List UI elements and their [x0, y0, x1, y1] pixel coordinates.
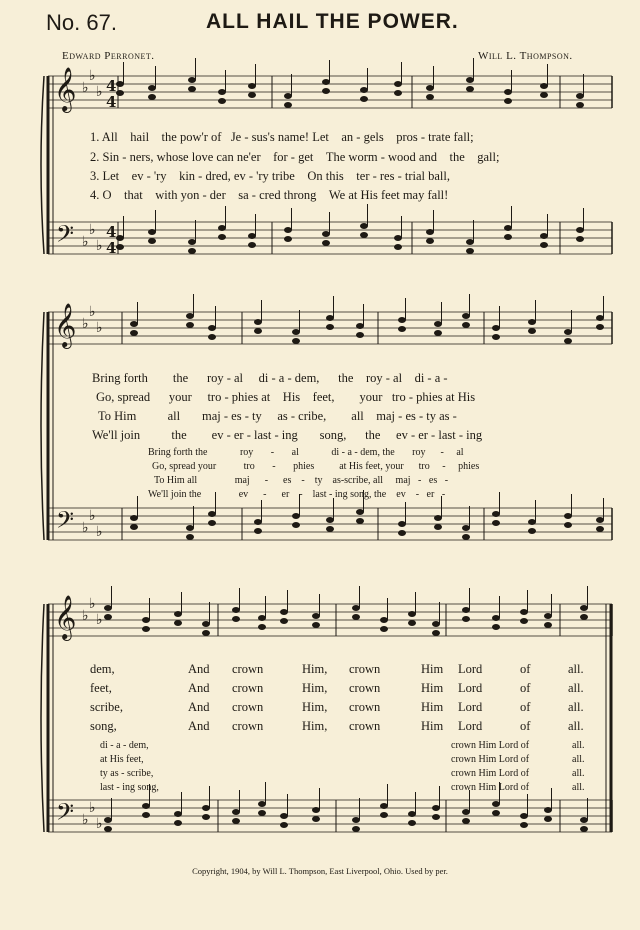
- note-head: [208, 520, 216, 526]
- flat-icon: ♭: [96, 524, 103, 540]
- note-head: [462, 607, 470, 613]
- note-head: [492, 810, 500, 816]
- note-head: [232, 607, 240, 613]
- note-head: [280, 609, 288, 615]
- note-head: [292, 338, 300, 344]
- note-head: [254, 528, 262, 534]
- note-head: [576, 102, 584, 108]
- note-head: [248, 83, 256, 89]
- note-head: [130, 330, 138, 336]
- note-head: [326, 315, 334, 321]
- note-head: [104, 826, 112, 832]
- note-head: [284, 227, 292, 233]
- refrain-small-2: Go, spread your tro - phies at His feet, your tro - phies: [152, 461, 480, 472]
- treble-clef-icon: 𝄞: [54, 595, 77, 639]
- time-signature-bottom: 4: [106, 239, 117, 257]
- refrain-small-1: Bring forth the roy - al di - a - dem, the roy - al: [148, 447, 464, 458]
- verse-line-3: 3. Let ev - 'ry kin - dred, ev - 'ry tribe On this ter - res - trial ball,: [90, 169, 451, 183]
- ending-small-word: all.: [572, 754, 585, 765]
- ending-word: all.: [568, 662, 584, 676]
- verse-line-4: 4. O that with yon - der sa - cred throng We at His feet may fall!: [90, 188, 449, 202]
- ending-word: scribe,: [90, 700, 123, 714]
- flat-icon: ♭: [82, 608, 89, 624]
- ending-word: of: [520, 662, 531, 676]
- note-head: [580, 817, 588, 823]
- note-head: [596, 526, 604, 532]
- note-head: [208, 511, 216, 517]
- note-head: [292, 522, 300, 528]
- note-head: [322, 88, 330, 94]
- note-head: [284, 93, 292, 99]
- note-head: [188, 77, 196, 83]
- note-head: [148, 94, 156, 100]
- note-head: [352, 817, 360, 823]
- flat-icon: ♭: [82, 812, 89, 828]
- note-head: [380, 803, 388, 809]
- flat-icon: ♭: [82, 520, 89, 536]
- ending-small-word: crown Him Lord of: [451, 768, 530, 779]
- ending-word: crown: [349, 700, 381, 714]
- note-head: [326, 324, 334, 330]
- note-head: [352, 826, 360, 832]
- note-head: [492, 325, 500, 331]
- note-head: [408, 820, 416, 826]
- note-head: [202, 621, 210, 627]
- note-head: [130, 321, 138, 327]
- ending-word: all.: [568, 681, 584, 695]
- system-brace: [41, 604, 44, 832]
- ending-small-word: at His feet,: [100, 754, 144, 765]
- note-head: [462, 322, 470, 328]
- ending-small-word: crown Him Lord of: [451, 740, 530, 751]
- note-head: [492, 334, 500, 340]
- note-head: [462, 525, 470, 531]
- note-head: [232, 809, 240, 815]
- note-head: [174, 611, 182, 617]
- treble-clef-icon: 𝄞: [54, 303, 77, 347]
- note-head: [394, 90, 402, 96]
- refrain-line-3: To Him all maj - es - ty as - cribe, all maj - es - ty as -: [98, 409, 457, 423]
- note-head: [564, 522, 572, 528]
- note-head: [202, 814, 210, 820]
- flat-icon: ♭: [96, 816, 103, 832]
- note-head: [504, 225, 512, 231]
- note-head: [284, 102, 292, 108]
- note-head: [142, 617, 150, 623]
- note-head: [254, 319, 262, 325]
- flat-icon: ♭: [89, 596, 96, 612]
- note-head: [564, 513, 572, 519]
- note-head: [398, 530, 406, 536]
- note-head: [596, 517, 604, 523]
- note-head: [116, 81, 124, 87]
- note-head: [360, 87, 368, 93]
- note-head: [528, 519, 536, 525]
- ending-word: Him: [421, 719, 444, 733]
- refrain-line-2: Go, spread your tro - phies at His feet, your tro - phies at His: [96, 390, 476, 404]
- note-head: [258, 624, 266, 630]
- note-head: [218, 225, 226, 231]
- time-signature-top: 4: [106, 223, 117, 241]
- note-head: [104, 614, 112, 620]
- note-head: [280, 813, 288, 819]
- ending-word: crown: [349, 719, 381, 733]
- ending-word: crown: [232, 662, 264, 676]
- flat-icon: ♭: [89, 800, 96, 816]
- time-signature-top: 4: [106, 77, 117, 95]
- ending-word: song,: [90, 719, 117, 733]
- ending-small-word: crown Him Lord of: [451, 754, 530, 765]
- note-head: [232, 616, 240, 622]
- note-head: [116, 235, 124, 241]
- note-head: [462, 616, 470, 622]
- system-brace: [41, 76, 44, 254]
- note-head: [202, 805, 210, 811]
- note-head: [380, 626, 388, 632]
- note-head: [492, 801, 500, 807]
- bass-clef-icon: 𝄢: [56, 220, 75, 253]
- note-head: [398, 521, 406, 527]
- note-head: [426, 85, 434, 91]
- note-head: [322, 231, 330, 237]
- note-head: [576, 236, 584, 242]
- note-head: [148, 238, 156, 244]
- note-head: [492, 624, 500, 630]
- note-head: [292, 329, 300, 335]
- system-brace: [41, 312, 44, 540]
- ending-word: crown: [349, 662, 381, 676]
- note-head: [528, 528, 536, 534]
- ending-word: Lord: [458, 719, 483, 733]
- ending-word: And: [188, 681, 210, 695]
- flat-icon: ♭: [89, 222, 96, 238]
- note-head: [254, 328, 262, 334]
- note-head: [142, 803, 150, 809]
- note-head: [312, 807, 320, 813]
- note-head: [528, 328, 536, 334]
- note-head: [492, 511, 500, 517]
- note-head: [576, 93, 584, 99]
- note-head: [248, 242, 256, 248]
- note-head: [116, 244, 124, 250]
- note-head: [432, 814, 440, 820]
- note-head: [580, 826, 588, 832]
- flat-icon: ♭: [96, 320, 103, 336]
- note-head: [352, 605, 360, 611]
- bass-clef-icon: 𝄢: [56, 798, 75, 831]
- note-head: [258, 615, 266, 621]
- ending-word: Lord: [458, 700, 483, 714]
- ending-word: dem,: [90, 662, 115, 676]
- note-head: [232, 818, 240, 824]
- note-head: [142, 626, 150, 632]
- refrain-line-1: Bring forth the roy - al di - a - dem, the roy - al di - a -: [92, 371, 448, 385]
- ending-word: And: [188, 719, 210, 733]
- flat-icon: ♭: [82, 234, 89, 250]
- note-head: [426, 94, 434, 100]
- note-head: [186, 322, 194, 328]
- ending-small-word: all.: [572, 740, 585, 751]
- note-head: [202, 630, 210, 636]
- ending-word: Him: [421, 681, 444, 695]
- ending-word: And: [188, 700, 210, 714]
- ending-small-word: last - ing song,: [100, 782, 159, 793]
- note-head: [544, 622, 552, 628]
- note-head: [528, 319, 536, 325]
- note-head: [520, 609, 528, 615]
- note-head: [408, 620, 416, 626]
- note-head: [356, 518, 364, 524]
- note-head: [426, 229, 434, 235]
- note-head: [186, 534, 194, 540]
- note-head: [312, 613, 320, 619]
- note-head: [248, 92, 256, 98]
- note-head: [188, 248, 196, 254]
- ending-word: of: [520, 681, 531, 695]
- hymn-title: ALL HAIL THE POWER.: [206, 10, 459, 33]
- note-head: [462, 534, 470, 540]
- note-head: [188, 239, 196, 245]
- composer: Will L. Thompson.: [478, 50, 573, 62]
- note-head: [360, 223, 368, 229]
- note-head: [426, 238, 434, 244]
- note-head: [576, 227, 584, 233]
- note-head: [130, 524, 138, 530]
- note-head: [208, 325, 216, 331]
- note-head: [504, 234, 512, 240]
- ending-word: of: [520, 700, 531, 714]
- note-head: [356, 332, 364, 338]
- note-head: [326, 526, 334, 532]
- note-head: [130, 515, 138, 521]
- note-head: [326, 517, 334, 523]
- note-head: [432, 805, 440, 811]
- note-head: [466, 239, 474, 245]
- note-head: [434, 524, 442, 530]
- note-head: [466, 86, 474, 92]
- note-head: [580, 605, 588, 611]
- note-head: [564, 338, 572, 344]
- flat-icon: ♭: [96, 84, 103, 100]
- note-head: [312, 622, 320, 628]
- note-head: [432, 621, 440, 627]
- ending-small-word: crown Him Lord of: [451, 782, 530, 793]
- ending-word: Him,: [302, 719, 328, 733]
- ending-small-word: all.: [572, 782, 585, 793]
- ending-small-word: ty as - scribe,: [100, 768, 154, 779]
- ending-word: Him: [421, 662, 444, 676]
- ending-word: crown: [232, 719, 264, 733]
- note-head: [322, 240, 330, 246]
- note-head: [408, 811, 416, 817]
- ending-small-word: di - a - dem,: [100, 740, 149, 751]
- note-head: [492, 615, 500, 621]
- note-head: [248, 233, 256, 239]
- note-head: [280, 822, 288, 828]
- note-head: [580, 614, 588, 620]
- note-head: [148, 85, 156, 91]
- note-head: [284, 236, 292, 242]
- note-head: [380, 812, 388, 818]
- lyricist: Edward Perronet.: [62, 50, 155, 62]
- note-head: [394, 235, 402, 241]
- ending-word: crown: [232, 681, 264, 695]
- treble-clef-icon: 𝄞: [54, 67, 77, 111]
- note-head: [544, 613, 552, 619]
- flat-icon: ♭: [82, 316, 89, 332]
- ending-word: Lord: [458, 681, 483, 695]
- bass-clef-icon: 𝄢: [56, 506, 75, 539]
- ending-word: Him: [421, 700, 444, 714]
- note-head: [104, 817, 112, 823]
- note-head: [116, 90, 124, 96]
- flat-icon: ♭: [89, 304, 96, 320]
- note-head: [174, 820, 182, 826]
- ending-word: And: [188, 662, 210, 676]
- note-head: [148, 229, 156, 235]
- note-head: [434, 515, 442, 521]
- ending-word: crown: [232, 700, 264, 714]
- flat-icon: ♭: [96, 238, 103, 254]
- note-head: [104, 605, 112, 611]
- note-head: [394, 244, 402, 250]
- note-head: [398, 317, 406, 323]
- note-head: [142, 812, 150, 818]
- note-head: [312, 816, 320, 822]
- note-head: [466, 77, 474, 83]
- note-head: [564, 329, 572, 335]
- note-head: [218, 234, 226, 240]
- note-head: [492, 520, 500, 526]
- verse-line-1: 1. All hail the pow'r of Je - sus's name! Let an - gels pros - trate fall;: [90, 130, 474, 144]
- note-head: [596, 324, 604, 330]
- note-head: [434, 330, 442, 336]
- note-head: [544, 807, 552, 813]
- note-head: [520, 822, 528, 828]
- note-head: [434, 321, 442, 327]
- note-head: [462, 313, 470, 319]
- note-head: [322, 79, 330, 85]
- note-head: [174, 620, 182, 626]
- note-head: [408, 611, 416, 617]
- note-head: [174, 811, 182, 817]
- note-head: [520, 813, 528, 819]
- note-head: [186, 525, 194, 531]
- note-head: [596, 315, 604, 321]
- note-head: [356, 323, 364, 329]
- copyright-notice: Copyright, 1904, by Will L. Thompson, East Liverpool, Ohio. Used by per.: [192, 866, 448, 876]
- note-head: [540, 242, 548, 248]
- hymn-number: No. 67.: [46, 10, 117, 35]
- ending-word: Him,: [302, 700, 328, 714]
- note-head: [280, 618, 288, 624]
- note-head: [360, 232, 368, 238]
- flat-icon: ♭: [96, 612, 103, 628]
- ending-word: Him,: [302, 662, 328, 676]
- note-head: [540, 83, 548, 89]
- note-head: [394, 81, 402, 87]
- flat-icon: ♭: [89, 508, 96, 524]
- note-head: [352, 614, 360, 620]
- note-head: [462, 818, 470, 824]
- note-head: [360, 96, 368, 102]
- ending-small-word: all.: [572, 768, 585, 779]
- ending-word: all.: [568, 700, 584, 714]
- note-head: [544, 816, 552, 822]
- flat-icon: ♭: [82, 80, 89, 96]
- refrain-small-4: We'll join the ev - er - last - ing song, the ev - er -: [148, 489, 446, 500]
- ending-word: feet,: [90, 681, 112, 695]
- note-head: [218, 89, 226, 95]
- note-head: [208, 334, 216, 340]
- note-head: [356, 509, 364, 515]
- note-head: [540, 233, 548, 239]
- note-head: [520, 618, 528, 624]
- time-signature-bottom: 4: [106, 93, 117, 111]
- ending-word: of: [520, 719, 531, 733]
- ending-word: Lord: [458, 662, 483, 676]
- note-head: [258, 810, 266, 816]
- note-head: [254, 519, 262, 525]
- note-head: [292, 513, 300, 519]
- note-head: [540, 92, 548, 98]
- verse-line-2: 2. Sin - ners, whose love can ne'er for - get The worm - wood and the gall;: [90, 150, 500, 164]
- note-head: [380, 617, 388, 623]
- note-head: [504, 98, 512, 104]
- ending-word: crown: [349, 681, 381, 695]
- flat-icon: ♭: [89, 68, 96, 84]
- note-head: [188, 86, 196, 92]
- ending-word: Him,: [302, 681, 328, 695]
- note-head: [398, 326, 406, 332]
- refrain-small-3: To Him all maj - es - ty as-scribe, all maj - es -: [154, 475, 449, 486]
- note-head: [258, 801, 266, 807]
- ending-word: all.: [568, 719, 584, 733]
- note-head: [432, 630, 440, 636]
- note-head: [186, 313, 194, 319]
- note-head: [504, 89, 512, 95]
- note-head: [462, 809, 470, 815]
- note-head: [218, 98, 226, 104]
- note-head: [466, 248, 474, 254]
- refrain-line-4: We'll join the ev - er - last - ing song, the ev - er - last - ing: [92, 428, 483, 442]
